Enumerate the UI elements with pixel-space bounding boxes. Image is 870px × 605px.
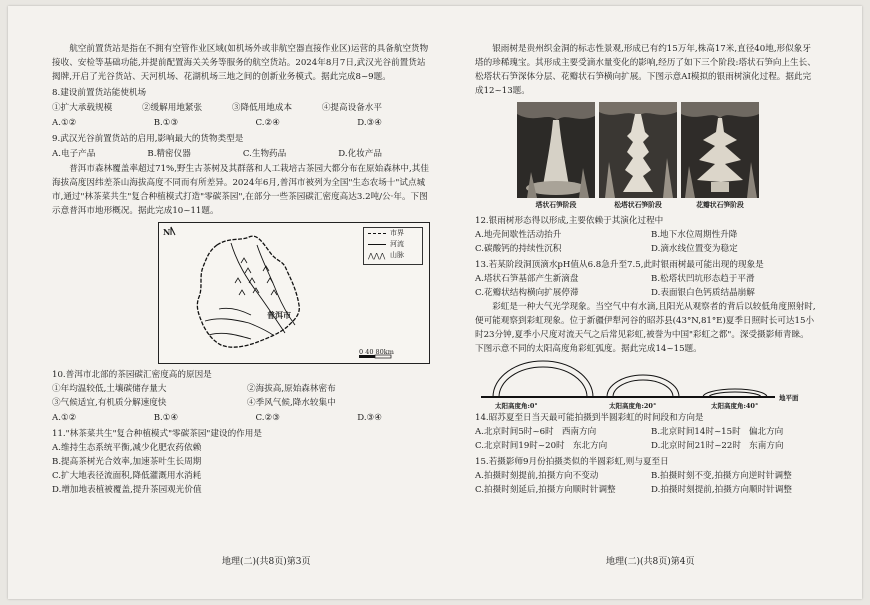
cave-image-pinecone bbox=[599, 102, 677, 198]
north-arrow-shape bbox=[171, 227, 175, 235]
question-12: 12.银雨树形态得以形成,主要依赖于其演化过程中 bbox=[475, 216, 664, 226]
cave-stage-1 bbox=[517, 102, 595, 212]
q12-choice-a[interactable]: A.地壳间歇性活动抬升 bbox=[475, 230, 562, 240]
q15-choice-c[interactable]: C.拍摄时刻延后,拍摄方向顺时针调整 bbox=[475, 485, 616, 495]
q15-choice-b[interactable]: B.拍摄时刻不变,拍摄方向逆时针调整 bbox=[651, 471, 792, 481]
q8-choice-d[interactable]: D.③④ bbox=[357, 118, 382, 128]
legend-mountain: ⋀⋀⋀ 山脉 bbox=[368, 251, 404, 260]
horizon-label: 地平面 bbox=[779, 394, 799, 402]
q10-statements bbox=[52, 382, 432, 410]
river bbox=[205, 319, 273, 335]
cave-stage-3 bbox=[681, 102, 759, 212]
q10-choice-a[interactable]: A.①② bbox=[52, 413, 77, 423]
city-label: 普洱市 bbox=[267, 310, 291, 320]
q10-statement: ②海拔高,原始森林密布 bbox=[247, 384, 336, 394]
q12-choice-c[interactable]: C.碳酸钙的持续性沉积 bbox=[475, 244, 562, 254]
rainbow-label: 太阳高度角:0° bbox=[495, 402, 538, 410]
q14-choice-b[interactable]: B.北京时间14时~15时 偏北方向 bbox=[651, 427, 784, 437]
q9-choice-d[interactable]: D.化妆产品 bbox=[338, 149, 382, 159]
left-column bbox=[52, 42, 432, 497]
question-14: 14.昭苏夏至日当天最可能拍摄到半圆彩虹的时间段和方向是 bbox=[475, 413, 704, 423]
passage-10-11: 普洱市森林覆盖率超过71%,野生古茶树及其群落和人工栽培古茶园大都分布在原始森林中,其佳海拔高度因纬差茶山海拔高度不同而有所差异。2024年6月,普洱市被列为全国"生态农场十"试点城市,通过"林茶菜共生"复合种植模式打造"零碳茶园",在部分一些茶园碳汇密度高达3.2吨/公·年。下图示意普洱市地形概况。据此完成10~11题。 bbox=[52, 164, 429, 216]
q12-choices bbox=[475, 228, 817, 256]
page-footer-left: 地理(二)(共8页)第3页 bbox=[222, 557, 311, 567]
q9-choice-b[interactable]: B.精密仪器 bbox=[147, 149, 191, 159]
q11-choice-a[interactable]: A.维持生态系统平衡,减少化肥农药依赖 bbox=[52, 443, 202, 453]
q10-choice-d[interactable]: D.③④ bbox=[357, 413, 382, 423]
legend-river: 河流 bbox=[364, 239, 422, 250]
cave-caption: 花瓣状石笋阶段 bbox=[696, 201, 744, 209]
rainbow-arc-20 bbox=[607, 375, 679, 397]
cave-image-petal bbox=[681, 102, 759, 198]
rainbow-arc-20-inner bbox=[613, 380, 673, 397]
map-legend bbox=[363, 227, 423, 265]
q15-choices bbox=[475, 469, 817, 497]
city-boundary bbox=[197, 236, 299, 347]
q8-statement: ②缓解用地紧张 bbox=[141, 103, 203, 113]
q8-statement: ④提高设备水平 bbox=[321, 103, 382, 113]
q12-choice-b[interactable]: B.地下水位周期性升降 bbox=[651, 230, 738, 240]
q11-choice-c[interactable]: C.扩大地表径流面积,降低灌溉用水消耗 bbox=[52, 471, 202, 481]
q15-choice-d[interactable]: D.拍摄时刻提前,拍摄方向顺时针调整 bbox=[651, 485, 792, 495]
cave-caption: 塔状石笋阶段 bbox=[535, 201, 577, 209]
north-arrow-icon: N bbox=[163, 227, 171, 237]
rainbow-arc-40 bbox=[703, 389, 767, 397]
q13-choices bbox=[475, 272, 817, 300]
q8-statement: ①扩大承载规模 bbox=[52, 103, 113, 113]
q10-choice-b[interactable]: B.①④ bbox=[153, 413, 179, 423]
right-column bbox=[475, 42, 817, 497]
river bbox=[219, 308, 251, 315]
q13-choice-a[interactable]: A.塔状石笋基部产生新滴盘 bbox=[475, 274, 579, 284]
q9-choices bbox=[52, 147, 432, 161]
rainbow-label: 太阳高度角:20° bbox=[609, 402, 657, 410]
q13-choice-b[interactable]: B.松塔状凹坑形态趋于平滑 bbox=[651, 274, 755, 284]
q15-choice-a[interactable]: A.拍摄时刻提前,拍摄方向不变动 bbox=[475, 471, 599, 481]
rainbow-label: 太阳高度角:40° bbox=[711, 402, 759, 410]
q8-choices bbox=[52, 116, 432, 130]
q13-choice-d[interactable]: D.表面银白色钙质结晶崩解 bbox=[651, 288, 755, 298]
q9-choice-a[interactable]: A.电子产品 bbox=[52, 149, 96, 159]
q10-statement: ①年均温较低,土壤碳储存量大 bbox=[52, 384, 167, 394]
q11-choice-b[interactable]: B.提高茶树光合效率,加速茶叶生长周期 bbox=[52, 457, 202, 467]
question-11: 11."林茶菜共生"复合种植模式"零碳茶园"建设的作用是 bbox=[52, 429, 262, 439]
q14-choice-c[interactable]: C.北京时间19时~20时 东北方向 bbox=[475, 441, 608, 451]
rainbow-figure bbox=[475, 359, 817, 409]
question-15: 15.若摄影师9月份拍摄类似的半圆彩虹,则与夏至日 bbox=[475, 457, 669, 467]
q8-choice-c[interactable]: C.②④ bbox=[255, 118, 280, 128]
q8-choice-b[interactable]: B.①③ bbox=[153, 118, 179, 128]
passage-14-15: 彩虹是一种大气光学现象。当空气中有水滴,且阳光从观察者的背后以较低角度照射时,便可能观察到彩虹现象。位于新疆伊犁河谷的昭苏县(43°N,81°E)夏季日照时长可达15小时23分钟,夏季小尺度对流天气之后常见彩虹,被誉为中国"彩虹之都"。深受摄影师青睐。下图示意不同的太阳高度角彩虹弧度。据此完成14~15题。 bbox=[475, 302, 816, 354]
exam-sheet bbox=[8, 6, 862, 599]
passage-12-13: 银雨树是贵州织金洞的标志性景观,形成已有约15万年,株高17米,直径40地,形似象牙塔的珍稀瑰宝。其形成主要受滴水量变化的影响,经历了如下三个阶段:塔状石笋向上生长、松塔状石笋深体分层、花瓣状石笋横向扩展。下图示意AI模拟的银雨树演化过程。据此完成12~13题。 bbox=[475, 44, 816, 96]
cave-caption: 松塔状石笋阶段 bbox=[614, 201, 662, 209]
legend-boundary: 市界 bbox=[364, 228, 422, 239]
q10-statement: ③气候适宜,有机质分解速度快 bbox=[52, 398, 167, 408]
q8-statement: ③降低用地成本 bbox=[231, 103, 293, 113]
question-13: 13.若某阶段洞顶滴水pH值从6.8急升至7.5,此时银雨树最可能出现的现象是 bbox=[475, 260, 764, 270]
mountain-range bbox=[235, 258, 277, 295]
question-10: 10.普洱市北部的茶园碳汇密度高的原因是 bbox=[52, 370, 212, 380]
q14-choices bbox=[475, 425, 817, 453]
q10-choices bbox=[52, 411, 432, 425]
q11-choice-d[interactable]: D.增加地表植被覆盖,提升茶园观光价值 bbox=[52, 485, 202, 495]
puer-terrain-map bbox=[158, 222, 430, 364]
q14-choice-a[interactable]: A.北京时间5时~6时 西南方向 bbox=[475, 427, 597, 437]
q8-statements bbox=[52, 101, 432, 115]
question-8: 8.建设前置货站能使机场 bbox=[52, 88, 147, 98]
cave-image-tower bbox=[517, 102, 595, 198]
q13-choice-c[interactable]: C.花瓣状结构横向扩展停滞 bbox=[475, 288, 579, 298]
q10-statement: ④季风气候,降水较集中 bbox=[247, 398, 336, 408]
q10-choice-c[interactable]: C.②③ bbox=[255, 413, 280, 423]
q14-choice-d[interactable]: D.北京时间21时~22时 东南方向 bbox=[651, 441, 784, 451]
q9-choice-c[interactable]: C.生物药品 bbox=[242, 149, 287, 159]
page-footer-right: 地理(二)(共8页)第4页 bbox=[606, 557, 695, 567]
passage-8-9: 航空前置货站是指在不拥有空管作业区域(如机场外或非航空器直接作业区)运营的具备航空货物接收、安检等基础功能,并提前配置海关关务等服务的航空货站。2024年8月7日,武汉光谷前置货站揭牌,开启了光谷货站、天河机场、花湖机场三地之间的创新业务模式。据此完成8~9题。 bbox=[52, 44, 429, 82]
question-9: 9.武汉光谷前置货站的启用,影响最大的货物类型是 bbox=[52, 134, 244, 144]
river bbox=[209, 333, 251, 339]
q8-choice-a[interactable]: A.①② bbox=[52, 118, 77, 128]
cave-figure bbox=[517, 102, 817, 212]
scale-label: 0 40 80km bbox=[359, 348, 394, 356]
rainbow-arc-0-inner bbox=[499, 367, 587, 397]
q12-choice-d[interactable]: D.滴水线位置变为稳定 bbox=[651, 244, 738, 254]
cave-stage-2 bbox=[599, 102, 677, 212]
